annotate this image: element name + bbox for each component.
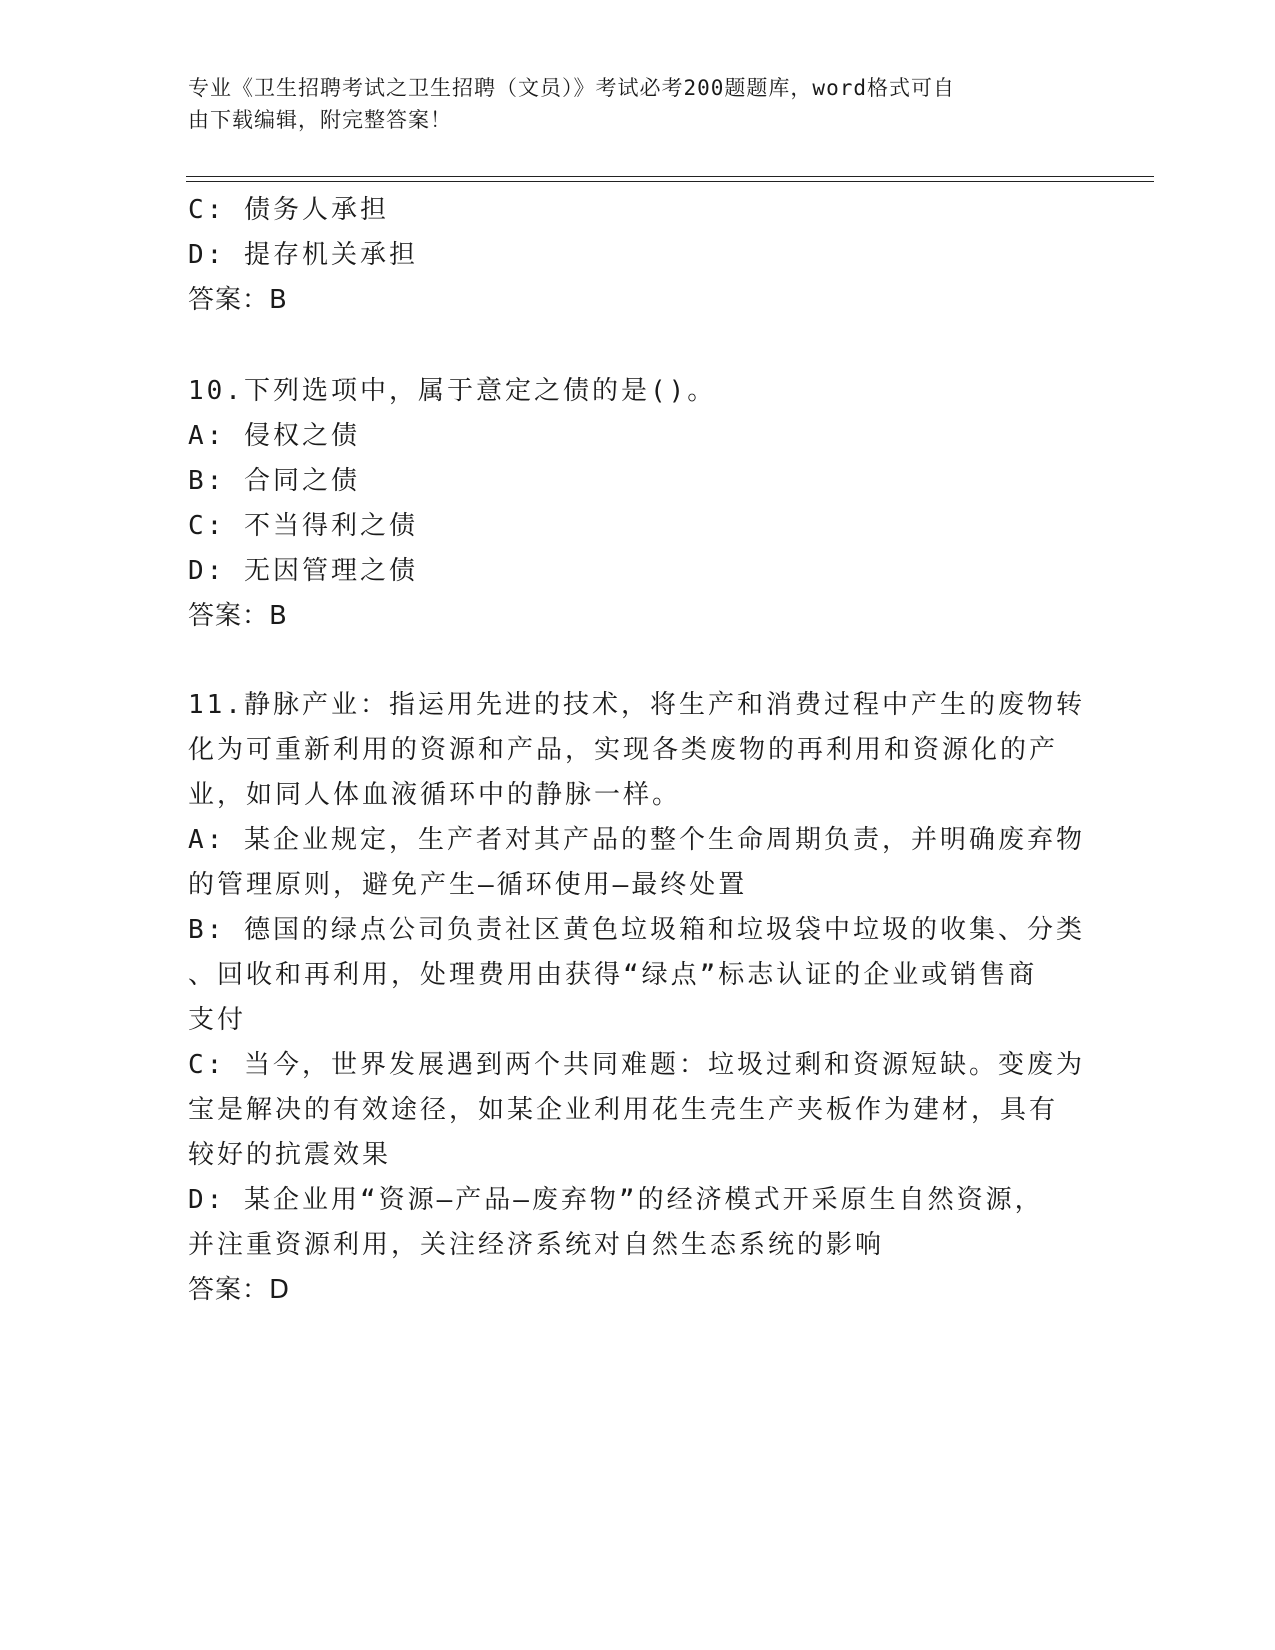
header-divider-top (186, 176, 1154, 177)
option-a-line: 的管理原则，避免产生—循环使用—最终处置 (188, 870, 748, 900)
question-9-tail (188, 188, 1088, 323)
question-11 (188, 683, 1088, 1313)
option-b-line: 、回收和再利用，处理费用由获得“绿点”标志认证的企业或销售商 (188, 960, 1038, 990)
answer: 答案：B (188, 601, 288, 631)
answer: 答案：B (188, 285, 288, 315)
option-b: B: 合同之债 (188, 466, 360, 496)
question-stem-line: 11.静脉产业：指运用先进的技术，将生产和消费过程中产生的废物转 (188, 690, 1085, 720)
option-a-line: A: 某企业规定，生产者对其产品的整个生命周期负责，并明确废弃物 (188, 825, 1085, 855)
question-stem: 10.下列选项中，属于意定之债的是()。 (188, 376, 717, 406)
option-b-line: B: 德国的绿点公司负责社区黄色垃圾箱和垃圾袋中垃圾的收集、分类 (188, 915, 1085, 945)
question-stem-line: 业，如同人体血液循环中的静脉一样。 (188, 780, 682, 810)
header-line-1: 专业《卫生招聘考试之卫生招聘（文员）》考试必考200题题库，word格式可自 (188, 76, 955, 100)
option-c-line: 较好的抗震效果 (188, 1140, 392, 1170)
option-c: C: 债务人承担 (188, 195, 389, 225)
option-c-line: C: 当今，世界发展遇到两个共同难题：垃圾过剩和资源短缺。变废为 (188, 1050, 1085, 1080)
question-10 (188, 369, 1088, 639)
option-d-line: D: 某企业用“资源—产品—废弃物”的经济模式开采原生自然资源， (188, 1185, 1044, 1215)
answer: 答案：D (188, 1275, 291, 1305)
option-d: D: 提存机关承担 (188, 240, 418, 270)
option-a: A: 侵权之债 (188, 421, 360, 451)
question-stem-line: 化为可重新利用的资源和产品，实现各类废物的再利用和资源化的产 (188, 735, 1059, 765)
option-d: D: 无因管理之债 (188, 556, 418, 586)
header-line-2: 由下载编辑，附完整答案！ (188, 108, 452, 132)
page-header (188, 72, 1068, 136)
header-divider-bottom (186, 181, 1154, 182)
option-c: C: 不当得利之债 (188, 511, 418, 541)
option-c-line: 宝是解决的有效途径，如某企业利用花生壳生产夹板作为建材，具有 (188, 1095, 1059, 1125)
document-body (188, 188, 1088, 1313)
option-d-line: 并注重资源利用，关注经济系统对自然生态系统的影响 (188, 1230, 885, 1260)
option-b-line: 支付 (188, 1005, 247, 1035)
